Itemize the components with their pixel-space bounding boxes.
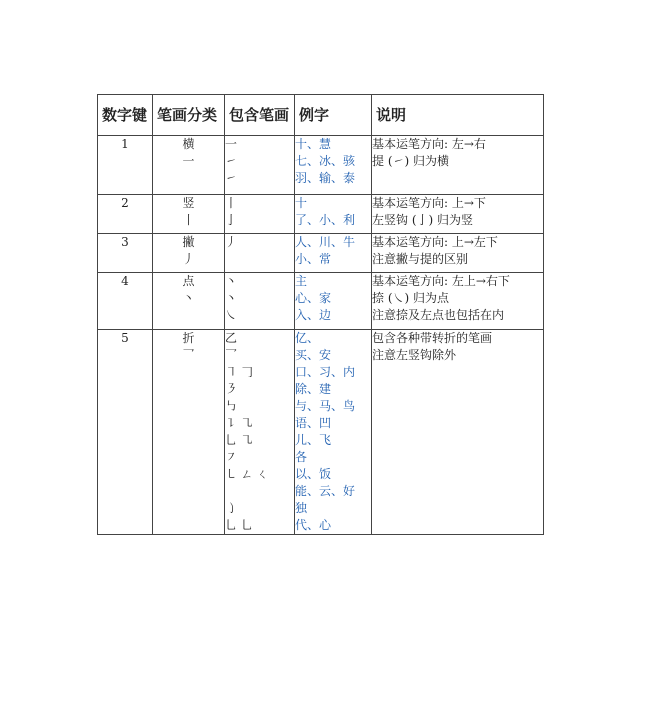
table-row xyxy=(98,195,544,234)
example-line: 买、安 xyxy=(295,348,332,362)
stroke-glyph: 丶 xyxy=(225,291,238,305)
header-key: 数字键 xyxy=(98,95,153,136)
example-line: 独 xyxy=(295,501,308,515)
row-strokes xyxy=(225,234,295,273)
row-class xyxy=(153,195,225,234)
note-line: 注意左竖钩除外 xyxy=(372,348,457,362)
row-key: 4 xyxy=(98,273,153,330)
header-class: 笔画分类 xyxy=(153,95,225,136)
note-line: 注意捺及左点也包括在内 xyxy=(372,308,505,322)
row-examples xyxy=(295,234,372,273)
stroke-glyph: 乛 xyxy=(225,348,238,362)
row-notes xyxy=(372,273,544,330)
row-strokes xyxy=(225,195,295,234)
note-line: 基本运笔方向: 上→下 xyxy=(372,196,486,210)
note-line: 基本运笔方向: 左上→右下 xyxy=(372,274,510,288)
example-line: 了、小、利 xyxy=(295,213,356,227)
stroke-glyph xyxy=(225,483,294,500)
table-row xyxy=(98,330,544,535)
stroke-glyph: 乙 xyxy=(225,331,238,345)
class-name: 折 xyxy=(182,331,195,345)
table-header-row xyxy=(98,95,544,136)
stroke-glyph: 丨 xyxy=(225,196,238,210)
stroke-glyph: 丿 xyxy=(225,235,238,249)
header-strokes: 包含笔画 xyxy=(225,95,295,136)
stroke-glyph: ㇏ xyxy=(225,308,238,322)
example-line: 入、边 xyxy=(295,308,332,322)
row-class xyxy=(153,330,225,535)
class-glyph: 丶 xyxy=(182,291,195,305)
note-line: 基本运笔方向: 上→左下 xyxy=(372,235,498,249)
class-name: 点 xyxy=(182,274,195,288)
stroke-glyph: 亅 xyxy=(225,213,238,227)
row-notes xyxy=(372,234,544,273)
stroke-glyph: ㇀ xyxy=(225,154,238,168)
example-line: 能、云、好 xyxy=(295,484,356,498)
row-strokes xyxy=(225,330,295,535)
row-examples xyxy=(295,136,372,195)
example-line: 语、凹 xyxy=(295,416,332,430)
class-name: 横 xyxy=(182,137,195,151)
example-line: 亿、 xyxy=(295,331,320,345)
example-line: 代、心 xyxy=(295,518,332,532)
example-line: 十 xyxy=(295,196,308,210)
header-notes: 说明 xyxy=(372,95,544,136)
stroke-glyph: ㇀ xyxy=(225,171,238,185)
example-line: 羽、输、泰 xyxy=(295,171,356,185)
row-key: 5 xyxy=(98,330,153,535)
example-line: 主 xyxy=(295,274,308,288)
header-examples: 例字 xyxy=(295,95,372,136)
stroke-glyph: ㇉ xyxy=(225,399,238,413)
row-notes xyxy=(372,195,544,234)
note-line: 注意撇与提的区别 xyxy=(372,252,469,266)
stroke-glyph: 乚 乚 xyxy=(225,518,253,532)
table-row xyxy=(98,136,544,195)
class-glyph: 一 xyxy=(182,154,195,168)
class-glyph: 丿 xyxy=(182,252,195,266)
row-class xyxy=(153,273,225,330)
class-name: 竖 xyxy=(182,196,195,210)
example-line: 人、川、牛 xyxy=(295,235,356,249)
class-glyph: 乛 xyxy=(182,348,195,362)
table-row xyxy=(98,273,544,330)
note-line: 包含各种带转折的笔画 xyxy=(372,331,493,345)
row-examples xyxy=(295,195,372,234)
example-line: 心、家 xyxy=(295,291,332,305)
class-name: 撇 xyxy=(182,235,195,249)
stroke-glyph: ㇁ xyxy=(225,501,238,515)
row-examples xyxy=(295,273,372,330)
row-strokes xyxy=(225,273,295,330)
row-notes xyxy=(372,136,544,195)
note-line: 左竖钩 (亅) 归为竖 xyxy=(372,213,473,227)
example-line: 十、慧 xyxy=(295,137,332,151)
row-notes xyxy=(372,330,544,535)
example-line: 儿、飞 xyxy=(295,433,332,447)
row-strokes xyxy=(225,136,295,195)
table-row xyxy=(98,234,544,273)
stroke-glyph: ㇊ ㇈ xyxy=(225,416,253,430)
example-line: 七、冰、骇 xyxy=(295,154,356,168)
row-key: 1 xyxy=(98,136,153,195)
example-line: 除、建 xyxy=(295,382,332,396)
stroke-glyph: 乚 ㇈ xyxy=(225,433,253,447)
example-line: 与、马、鸟 xyxy=(295,399,356,413)
stroke-table xyxy=(97,94,544,535)
row-class xyxy=(153,234,225,273)
example-line: 小、常 xyxy=(295,252,332,266)
example-line: 口、习、内 xyxy=(295,365,356,379)
row-examples xyxy=(295,330,372,535)
stroke-glyph: 一 xyxy=(225,137,238,151)
stroke-glyph: 丶 xyxy=(225,274,238,288)
note-line: 提 (㇀) 归为横 xyxy=(372,154,449,168)
stroke-glyph: ㇄ ㄥ ㄑ xyxy=(225,467,269,481)
stroke-glyph: ㇋ xyxy=(225,382,238,396)
class-glyph: 丨 xyxy=(182,213,195,227)
row-key: 3 xyxy=(98,234,153,273)
example-line: 各 xyxy=(295,450,308,464)
note-line: 捺 (㇏) 归为点 xyxy=(372,291,449,305)
stroke-glyph: ㇕ 𠃌 xyxy=(225,365,253,379)
row-class xyxy=(153,136,225,195)
row-key: 2 xyxy=(98,195,153,234)
stroke-glyph: ㇇ xyxy=(225,450,238,464)
note-line: 基本运笔方向: 左→右 xyxy=(372,137,486,151)
example-line: 以、饭 xyxy=(295,467,332,481)
